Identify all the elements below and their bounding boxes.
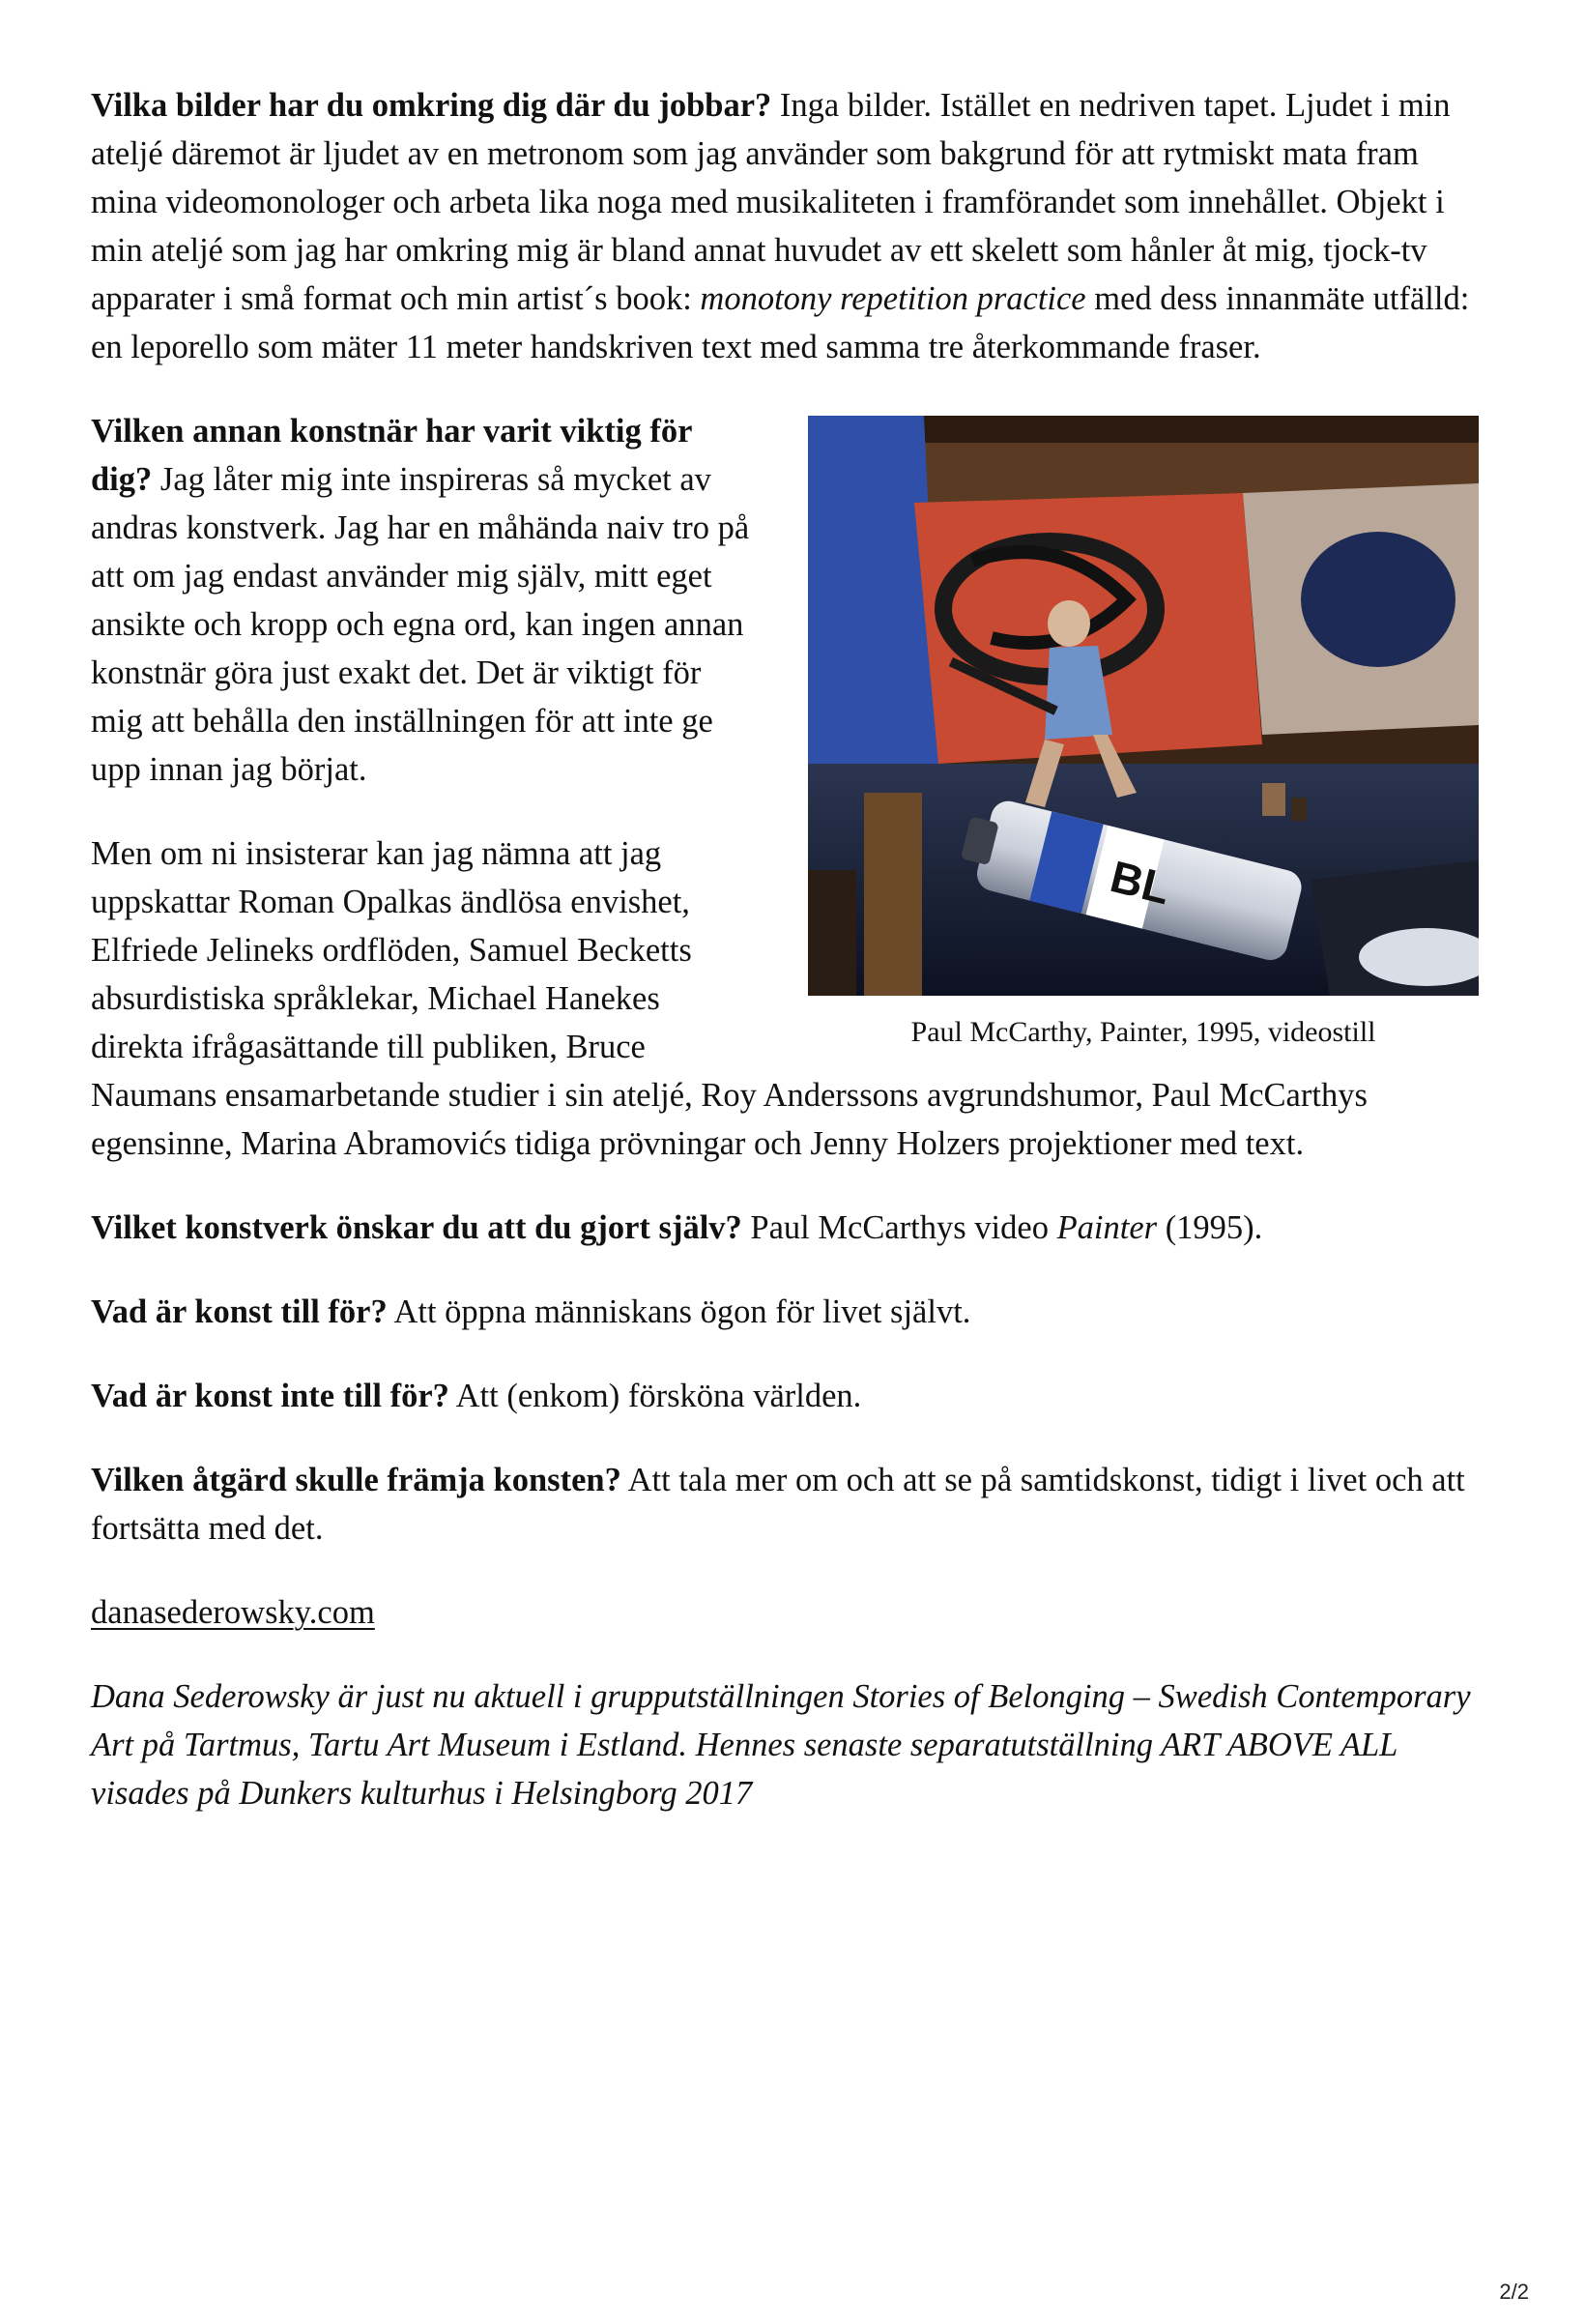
figure: [808, 416, 1479, 1052]
paragraph-art-not-purpose: [91, 1372, 1492, 1420]
closing-note: Dana Sederowsky är just nu aktuell i grupputställningen Stories of Belonging – Swedish Contemporary Art på Tartmus, Tartu Art Museum i Estland. Hennes senaste separatutställning ART ABOVE ALL visades på Dunkers kulturhus i Helsingborg 2017: [91, 1678, 1471, 1812]
artwork-title: Painter: [1056, 1209, 1158, 1246]
paragraph-link: [91, 1588, 1492, 1637]
svg-text:BL: BL: [1105, 851, 1176, 915]
paragraph-images-around: [91, 81, 1492, 371]
paragraph-art-purpose: [91, 1288, 1492, 1336]
paragraph-artist-list: Men om ni insisterar kan jag nämna att jag uppskattar Roman Opalkas ändlösa envishet, Elfriede Jelineks ordflöden, Samuel Becketts absurdistiska språklekar, Michael Hanekes direkta ifrågasättande till publiken, Bruce Naumans ensamarbetande studier i sin ateljé, Roy Anderssons avgrundshumor, Paul McCarthys egensinne, Marina Abramovićs tidiga prövningar och Jenny Holzers projektioner med text.: [91, 835, 1368, 1162]
artist-website-link[interactable]: danasederowsky.com: [91, 1594, 375, 1631]
answer-text: med dess innanmäte utfälld: en leporello som mäter 11 meter handskriven text med samma tre återkommande fraser.: [91, 280, 1470, 365]
page-number: 2/2: [1499, 2280, 1529, 2304]
question-heading: Vilket konstverk önskar du att du gjort själv?: [91, 1209, 742, 1246]
question-heading: Vilken annan konstnär har varit viktig för dig?: [91, 413, 692, 498]
answer-text: Jag låter mig inte inspireras så mycket av andras konstverk. Jag har en måhända naiv tro på att om jag endast använder mig själv, mitt eget ansikte och kropp och egna ord, kan ingen annan konstnär göra just exakt det. Det är viktigt för mig att behålla den inställningen för att inte ge upp innan jag börjat.: [91, 461, 750, 788]
answer-text: Inga bilder. Istället en nedriven tapet. Ljudet i min ateljé däremot är ljudet av en metronom som jag använder som bakgrund för att rytmiskt mata fram mina videomonologer och arbeta lika noga med musikaliteten i framförandet som innehållet. Objekt i min ateljé som jag har omkring mig är bland annat huvudet av ett skelett som hånler åt mig, tjock-tv apparater i små format och min artist´s book:: [91, 87, 1451, 317]
figure-caption: Paul McCarthy, Painter, 1995, videostill: [910, 1016, 1376, 1048]
answer-text: Att öppna människans ögon för livet självt.: [387, 1293, 971, 1330]
artwork-title: monotony repetition practice: [700, 280, 1086, 317]
question-heading: Vad är konst till för?: [91, 1293, 388, 1330]
painter-video-still-image: [808, 416, 1479, 996]
question-heading: Vad är konst inte till för?: [91, 1378, 449, 1414]
answer-text: Paul McCarthys video: [741, 1209, 1057, 1246]
question-heading: Vilken åtgärd skulle främja konsten?: [91, 1462, 621, 1498]
question-heading: Vilka bilder har du omkring dig där du jobbar?: [91, 87, 772, 124]
answer-text: (1995).: [1157, 1209, 1263, 1246]
paragraph-wished-artwork: [91, 1204, 1492, 1252]
article-page: [91, 81, 1492, 1853]
answer-text: Att tala mer om och att se på samtidskonst, tidigt i livet och att fortsätta med det.: [91, 1462, 1465, 1547]
answer-text: Att (enkom) försköna världen.: [448, 1378, 862, 1414]
paragraph-promote-art: [91, 1456, 1492, 1553]
